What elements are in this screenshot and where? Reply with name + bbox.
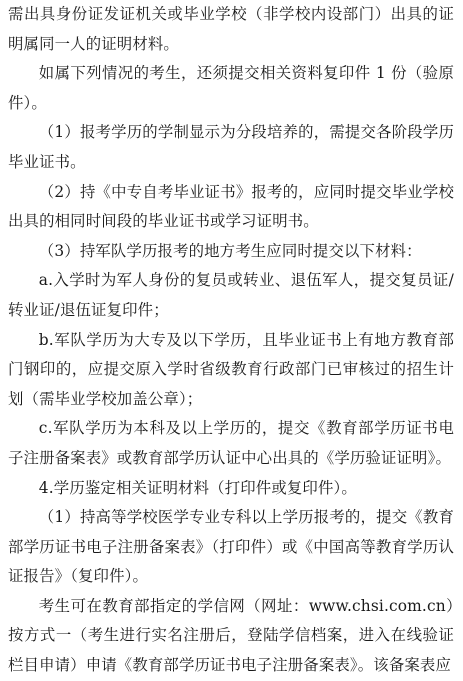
paragraph-item-3b-junior-college: b.军队学历为大专及以下学历，且毕业证书上有地方教育部门钢印的，应提交原入学时省级教育行政部门已审核过的招生计划（需毕业学校加盖公章）； xyxy=(8,330,454,408)
paragraph-additional-copies: 如属下列情况的考生，还须提交相关资料复印件 1 份（验原件）。 xyxy=(8,64,454,112)
paragraph-item-3a-veterans: a.入学时为军人身份的复员或转业、退伍军人，提交复员证/转业证/退伍证复印件； xyxy=(8,271,454,319)
paragraph-item-2-secondary-self-study: （2）持《中专自考毕业证书》报考的，应同时提交毕业学校出具的相同时间段的毕业证书或学习证明书。 xyxy=(8,182,454,231)
paragraph-item-3c-undergraduate: c.军队学历为本科及以上学历的，提交《教育部学历证书电子注册备案表》或教育部学历认证中心出具的《学历验证证明》。 xyxy=(8,419,454,467)
paragraph-identity-proof: 需出具身份证发证机关或毕业学校（非学校内设部门）出具的证明属同一人的证明材料。 xyxy=(8,5,454,53)
paragraph-item-3-military-education: （3）持军队学历报考的地方考生应同时提交以下材料： xyxy=(38,241,422,260)
paragraph-section-4-verification: 4.学历鉴定相关证明材料（打印件或复印件）。 xyxy=(38,478,357,497)
paragraph-item-1-staged-training: （1）报考学历的学制显示为分段培养的，需提交各阶段学历毕业证书。 xyxy=(8,123,454,171)
document-page xyxy=(8,0,454,681)
paragraph-chsi-instructions: 考生可在教育部指定的学信网（网址：www.chsi.com.cn）按方式一（考生进行实名注册后，登陆学信档案，进入在线验证栏目申请）申请《教育部学历证书电子注册备案表》。该备案表应 xyxy=(8,596,454,675)
paragraph-item-4-1-medical: （1）持高等学校医学专业专科以上学历报考的，提交《教育部学历证书电子注册备案表》（打印件）或《中国高等教育学历认证报告》（复印件）。 xyxy=(8,508,454,586)
